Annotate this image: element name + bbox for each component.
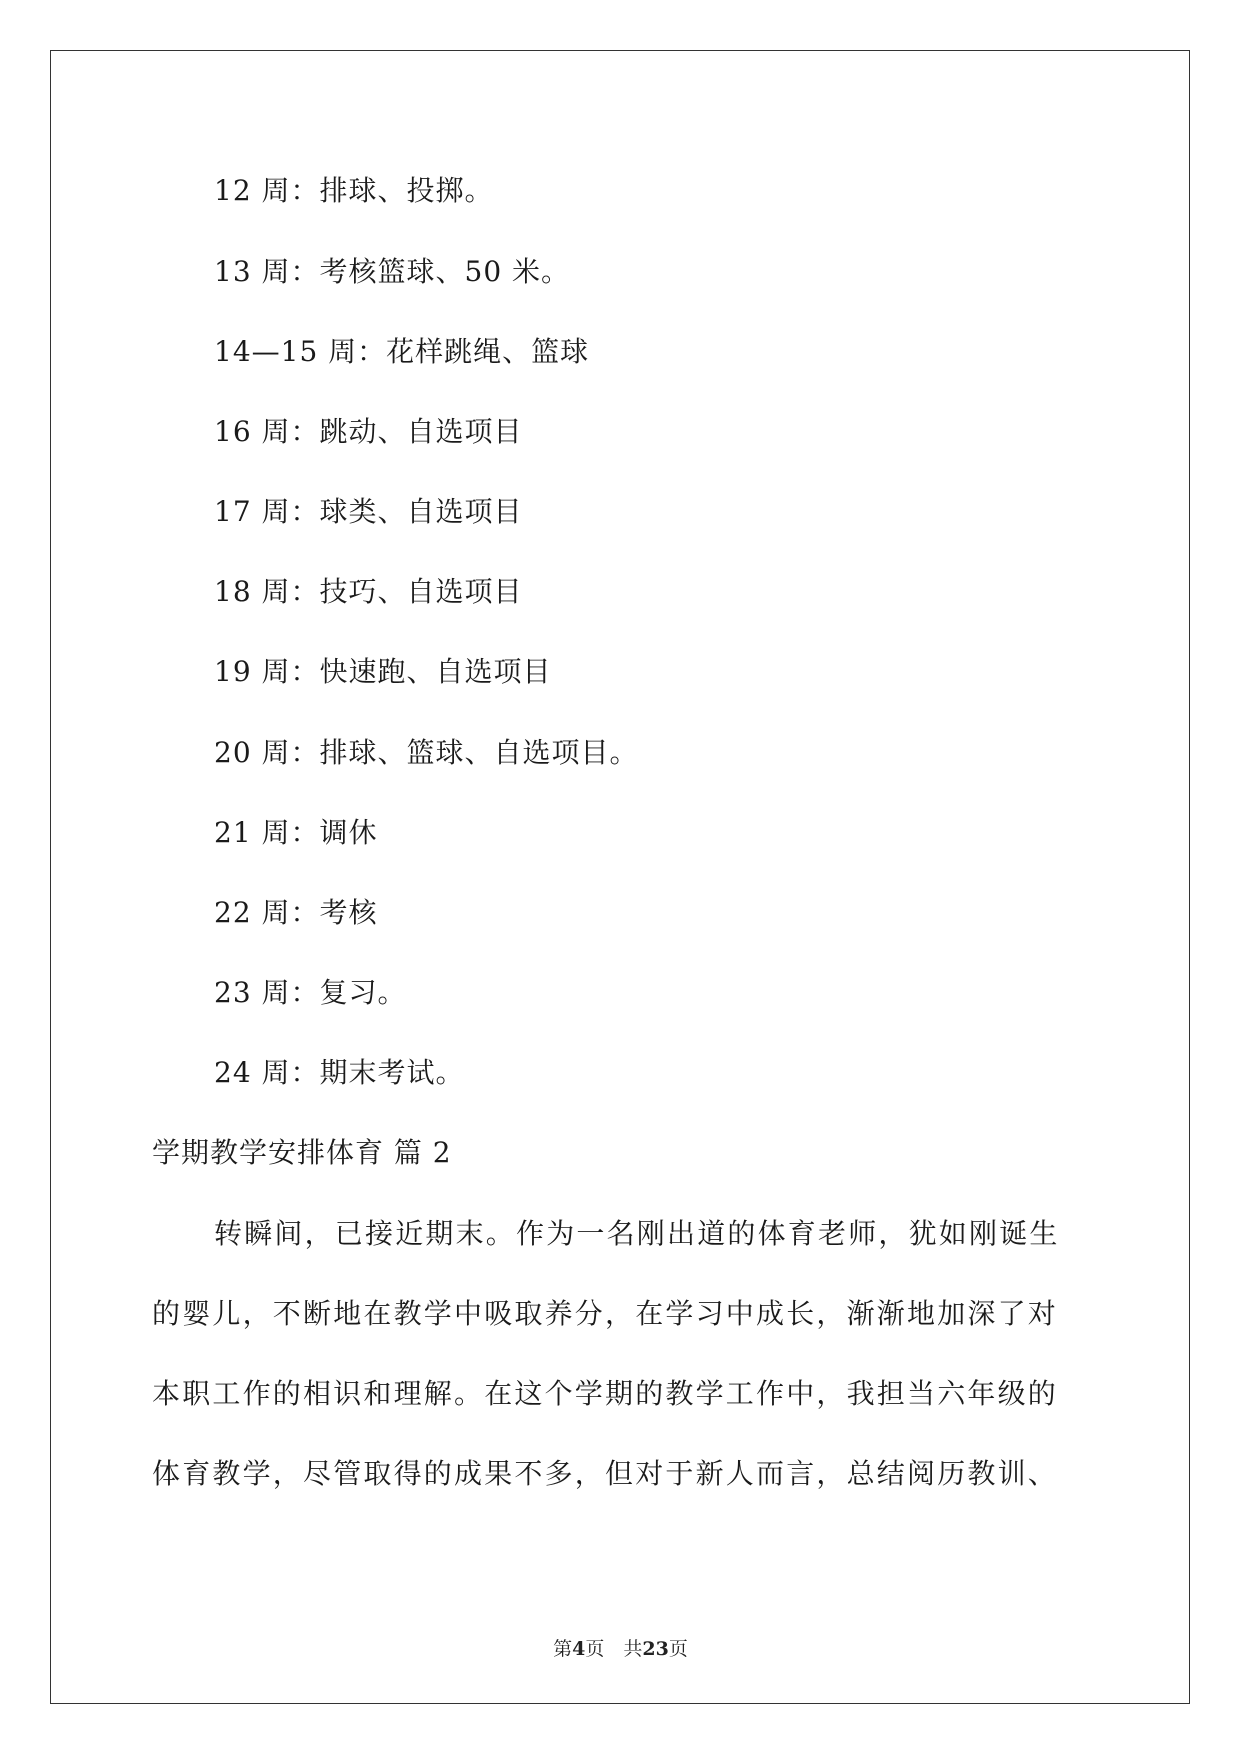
current-page-number: 4	[572, 1638, 586, 1660]
schedule-item: 21 周：调休	[214, 816, 378, 849]
section-title: 学期教学安排体育 篇 2	[152, 1136, 452, 1169]
footer-mid: 页 共	[585, 1638, 643, 1660]
schedule-item: 16 周：跳动、自选项目	[214, 415, 523, 448]
schedule-item: 22 周：考核	[214, 896, 378, 929]
page-footer	[0, 1636, 1241, 1662]
paragraph-line: 转瞬间，已接近期末。作为一名刚出道的体育老师，犹如刚诞生	[214, 1217, 1060, 1250]
schedule-item: 24 周：期末考试。	[214, 1056, 465, 1089]
schedule-item: 12 周：排球、投掷。	[214, 174, 494, 207]
schedule-item: 19 周：快速跑、自选项目	[214, 655, 552, 688]
schedule-item: 23 周：复习。	[214, 976, 407, 1009]
schedule-item: 20 周：排球、篮球、自选项目。	[214, 736, 639, 769]
schedule-item: 14—15 周：花样跳绳、篮球	[214, 335, 590, 368]
schedule-item: 17 周：球类、自选项目	[214, 495, 523, 528]
schedule-item: 13 周：考核篮球、50 米。	[214, 255, 571, 288]
paragraph-line: 体育教学，尽管取得的成果不多，但对于新人而言，总结阅历教训、	[152, 1457, 1059, 1490]
footer-suffix: 页	[668, 1638, 688, 1660]
total-page-count: 23	[642, 1638, 669, 1660]
paragraph-line: 的婴儿，不断地在教学中吸取养分，在学习中成长，渐渐地加深了对	[152, 1297, 1059, 1330]
footer-prefix: 第	[553, 1638, 573, 1660]
paragraph-line: 本职工作的相识和理解。在这个学期的教学工作中，我担当六年级的	[152, 1377, 1059, 1410]
schedule-item: 18 周：技巧、自选项目	[214, 575, 523, 608]
